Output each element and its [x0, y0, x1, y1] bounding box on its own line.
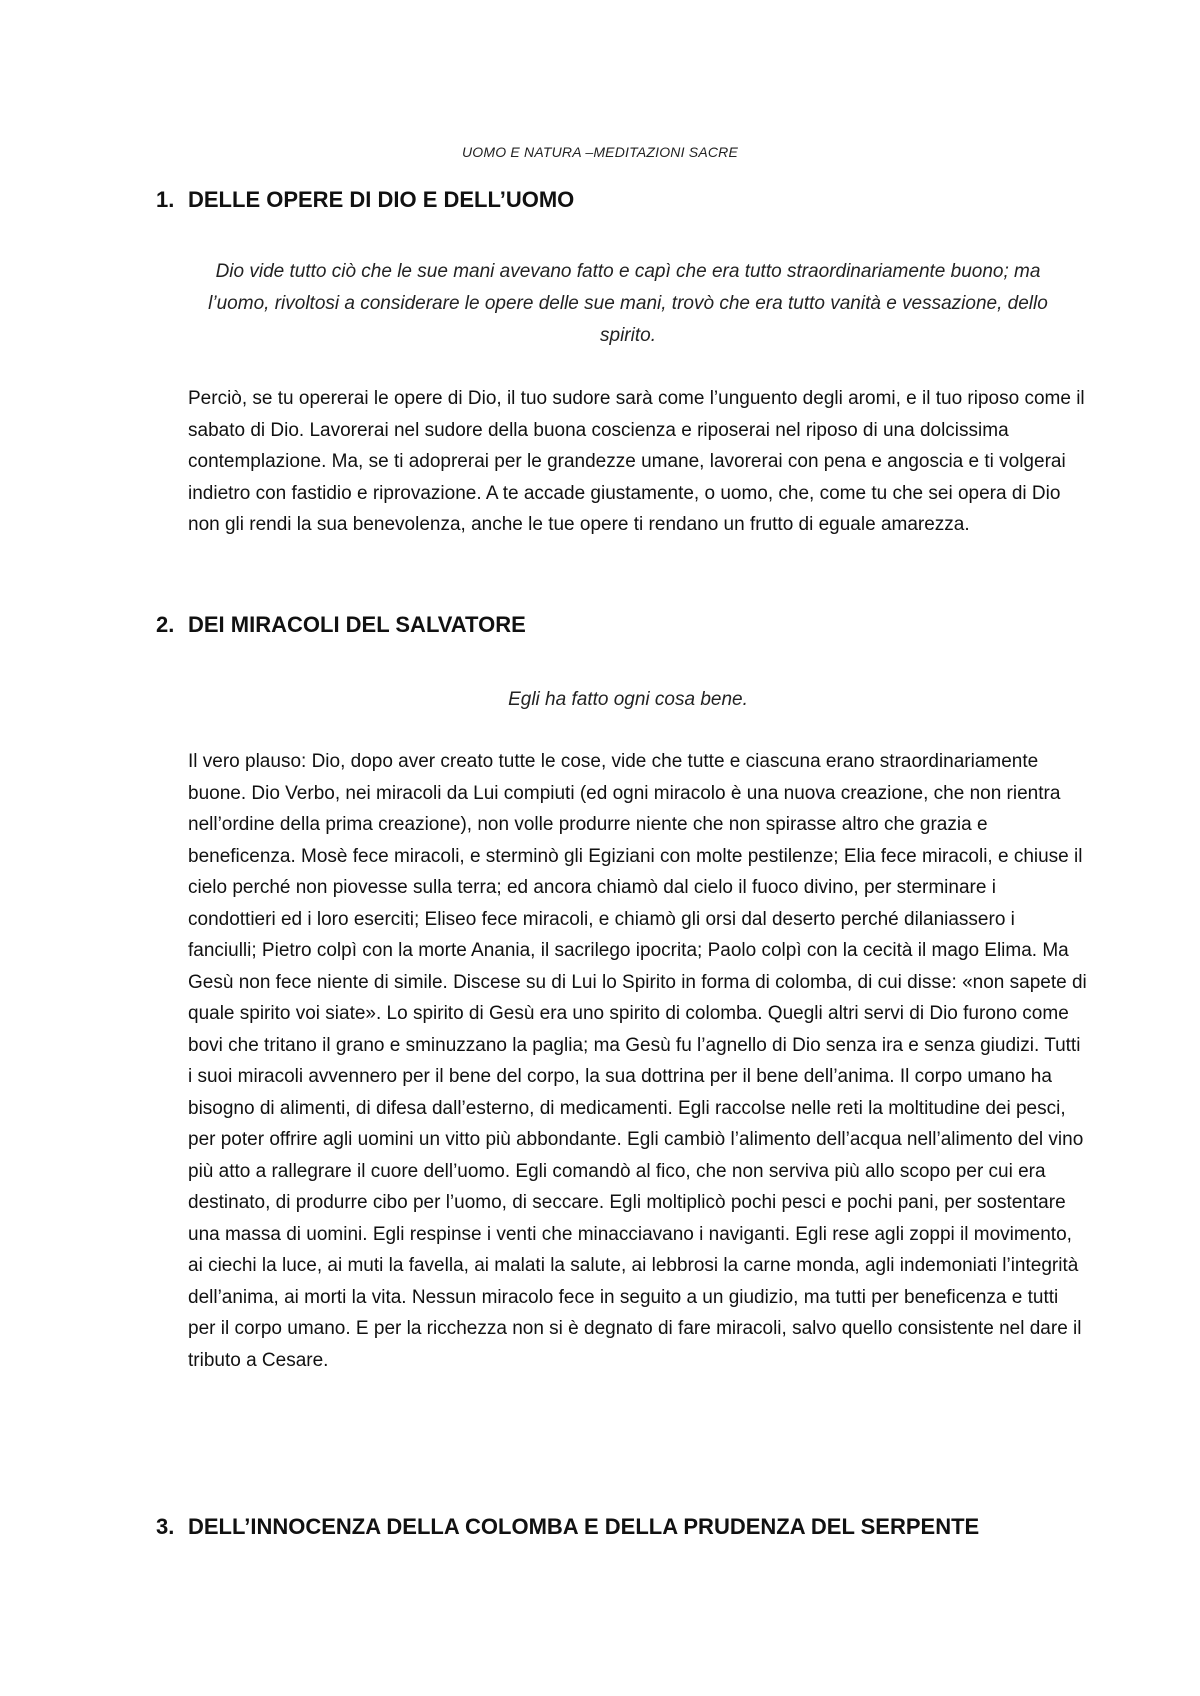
- running-header: UOMO E NATURA –MEDITAZIONI SACRE: [461, 144, 739, 160]
- paragraph-text: Perciò, se tu opererai le opere di Dio, il tuo sudore sarà come l’unguento degli aromi, e il tuo riposo come il sabato di Dio. Lavorerai nel sudore della buona coscienza e riposerai nel riposo di una dolcissima contemplazione. Ma, se ti adoprerai per le grandezze umane, lavorerai con pena e angoscia e ti volgerai indietro con fastidio e riprovazione. A te accade giustamente, o uomo, che, come tu che sei opera di Dio non gli rendi la sua benevolenza, anche le tue opere ti rendano un frutto di eguale amarezza.: [188, 388, 1085, 535]
- section-number: 3.: [156, 1514, 175, 1539]
- section-number: 2.: [156, 612, 175, 637]
- section-title: DELL’INNOCENZA DELLA COLOMBA E DELLA PRUDENZA DEL SERPENTE: [188, 1514, 980, 1539]
- body-paragraph: [188, 383, 1088, 541]
- epigraph: Dio vide tutto ciò che le sue mani avevano fatto e capì che era tutto straordinariamente buono; ma l’uomo, rivoltosi a considerare le opere delle sue mani, trovò che era tutto vanità e vessazione, dello spirito.: [208, 261, 1048, 346]
- epigraph: Egli ha fatto ogni cosa bene.: [508, 689, 748, 710]
- section-title: DELLE OPERE DI DIO E DELL’UOMO: [188, 187, 575, 212]
- section-heading-1: [156, 187, 574, 213]
- body-paragraph: [188, 746, 1088, 1376]
- paragraph-text: Il vero plauso: Dio, dopo aver creato tutte le cose, vide che tutte e ciascuna erano straordinariamente buone. Dio Verbo, nei miracoli da Lui compiuti (ed ogni miracolo è una nuova creazione, che non rientra nell’ordine della prima creazione), non volle produrre niente che non spirasse altro che grazia e beneficenza. Mosè fece miracoli, e sterminò gli Egiziani con molte pestilenze; Elia fece miracoli, e chiuse il cielo perché non piovesse sulla terra; ed ancora chiamò dal cielo il fuoco divino, per sterminare i condottieri ed i loro eserciti; Eliseo fece miracoli, e chiamò gli orsi dal deserto perché dilaniassero i fanciulli; Pietro colpì con la morte Anania, il sacrilego ipocrita; Paolo colpì con la cecità il mago Elima. Ma Gesù non fece niente di simile. Discese su di Lui lo Spirito in forma di colomba, di cui disse: «non sapete di quale spirito voi siate». Lo spirito di Gesù era uno spirito di colomba. Quegli altri servi di Dio furono come bovi che tritano il grano e sminuzzano la paglia; ma Gesù fu l’agnello di Dio senza ira e senza giudizi. Tutti i suoi miracoli avvennero per il bene del corpo, la sua dottrina per il bene dell’anima. Il corpo umano ha bisogno di alimenti, di difesa dall’esterno, di medicamenti. Egli raccolse nelle reti la moltitudine dei pesci, per poter offrire agli uomini un vitto più abbondante. Egli cambiò l’alimento dell’acqua nell’alimento del vino più atto a rallegrare il cuore dell’uomo. Egli comandò al fico, che non serviva più allo scopo per cui era destinato, di produrre cibo per l’uomo, di seccare. Egli moltiplicò pochi pesci e pochi pani, per sostentare una massa di uomini. Egli respinse i venti che minacciavano i naviganti. Egli rese agli zoppi il movimento, ai ciechi la luce, ai muti la favella, ai malati la salute, ai lebbrosi la carne monda, agli indemoniati l’integrità dell’anima, ai morti la vita. Nessun miracolo fece in seguito a un giudizio, ma tutti per beneficenza e tutti per il corpo umano. E per la ricchezza non si è degnato di fare miracoli, salvo quello consistente nel dare il tributo a Cesare.: [188, 751, 1087, 1371]
- section-title: DEI MIRACOLI DEL SALVATORE: [188, 612, 526, 637]
- section-heading-2: [156, 612, 526, 638]
- section-heading-3: [156, 1514, 979, 1540]
- section-number: 1.: [156, 187, 175, 212]
